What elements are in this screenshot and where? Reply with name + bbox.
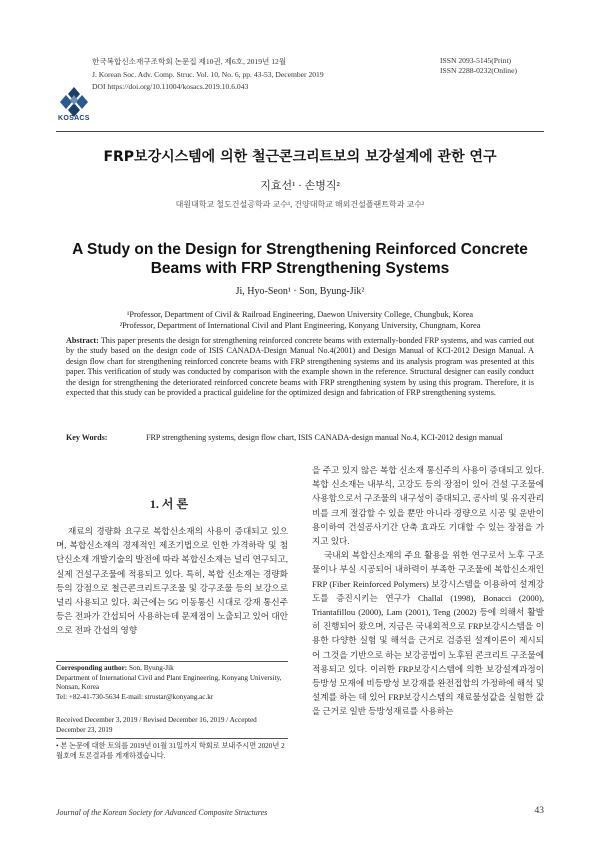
- affiliation-2: ²Professor, Department of International Civil and Plant Engineering, Konyang University, Chungnam, Korea: [119, 321, 481, 330]
- journal-header: [92, 56, 392, 94]
- intro-paragraph: 을 주고 있지 않은 복합 신소재 통신주의 사용이 증대되고 있다. 복합 신소재는 내부식, 고강도 등의 장점이 있어 건설 구조물에 사용함으로서 구조물의 내구성이 증대되고, 공사비 및 유지관리비를 크게 절감할 수 있을 뿐만 아니라 경량으로 시공 및 운반이 용이하여 건설공사기간 단축 효과도 기대할 수 있는 장점을 가지고 있다.: [312, 465, 544, 547]
- affiliation-1: ¹Professor, Department of Civil & Railroad Engineering, Daewon University College, Chungbuk, Korea: [126, 310, 474, 319]
- intro-paragraph: 재료의 경량화 요구로 복합신소재의 사용이 증대되고 있으며, 복합신소재의 경제적인 제조기법으로 인한 가격하락 및 첨단신소재 개발기술의 발전에 따라 복합신소재는 널리 연구되고, 실제 건설구조물에 적용되고 있다. 특히, 복합 신소재는 경량화 등의 강점으로 철근콘크리트구조물 및 강구조물 등의 보강으로 널리 사용되고 있다. 최근에는 5G 이동통신 시대로 강재 통신주 등은 전파가 간섭되어 사용하는데 문제점이 노출되고 있어 대안으로 전파 간섭의 영향: [56, 526, 288, 636]
- footnote-rule: [56, 738, 288, 739]
- intro-paragraph: 국내외 복합신소재의 주요 활용을 위한 연구로서 노후 구조물이나 부실 시공되어 내하력이 부족한 구조물에 복합신소재인 FRP (Fiber Reinforced Polymers) 보강시스템을 이용하여 설계강도를 증진시키는 연구가 Challal (1998), Bonacci (2000), Triantafillou (2000), Lam (2001), Teng (2002) 등에 의해서 활발히 진행되어 왔으며, 지금은 국내외적으로 FRP보강시스템을 이용한 다양한 실험 및 해석을 근거로 검증된 설계이론이 제시되어 그것을 기반으로 하는 보강공법이 노후된 콘크리트 구조물에 적용되고 있다. 이러한 FRP보강시스템에 의한 보강설계과정이 등방성 모재에 비등방성 보강재를 완전접합의 가정하에 해석 및 설계를 하는 데 있어 FRP보강시스템의 재료물성값을 실험한 값을 근거로 일반 등방성재료를 사용하는: [312, 550, 544, 717]
- abstract-label: Abstract:: [66, 336, 99, 345]
- logo-text: KOSACS: [58, 115, 90, 122]
- intro-left-column: [56, 524, 288, 638]
- issn-block: [440, 56, 590, 76]
- corresponding-author-dept: Department of International Civil and Plant Engineering, Konyang University, Nonsan, Korea: [56, 673, 282, 692]
- affiliations-korean: 대원대학교 철도건설공학과 교수¹, 건양대학교 해외건설플랜트학과 교수²: [175, 200, 425, 209]
- corresponding-author-contact: Tel: +82-41-730-5634 E-mail: strustar@konyang.ac.kr: [56, 692, 214, 701]
- received-dates: Received December 3, 2019 / Revised December 16, 2019 / Accepted December 23, 2019: [56, 716, 257, 734]
- abstract-text: This paper presents the design for strengthening reinforced concrete beams with externally-bonded FRP systems, and was carried out by the study based on the design code of ISIS CANADA-Design Manual No.4(2001) and Design Manual of KCI-2012 Design Manual. A design flow chart for strengthening reinforced concrete beams with FRP strengthening systems and its analysis program was presented at this paper. This verification of study was conducted by comparison with the example shown in the reference. Structural designer can easily conduct the design for strengthening the deteriorated reinforced concrete beams with FRP strengthening system by using this program. Therefore, it is expected that this study can be provided a practical guideline for the optimized design and fabrication of FRP strengthening systems.: [66, 336, 534, 398]
- keywords-text: FRP strengthening systems, design flow chart, ISIS CANADA-design manual No.4, KCI-2012 design manual: [146, 433, 503, 442]
- keywords-label: Key Words:: [66, 433, 108, 442]
- kosacs-logo-icon: [56, 86, 92, 118]
- corresponding-author-label: Corresponding author:: [56, 664, 128, 672]
- issn-print: ISSN 2093-5145(Print): [440, 56, 512, 65]
- doi-link[interactable]: DOI https://doi.org/10.11004/kosacs.2019.10.6.043: [92, 82, 249, 91]
- authors-english: Ji, Hyo-Seon¹ · Son, Byung-Jik²: [235, 286, 365, 297]
- corresponding-author-name: Son, Byung-Jik: [128, 664, 174, 672]
- section-title-introduction: 1. 서 론: [149, 497, 189, 511]
- intro-right-column: [312, 463, 544, 719]
- title-korean: FRP보강시스템에 의한 철근콘크리트보의 보강설계에 관한 연구: [103, 149, 497, 165]
- page-number: 43: [534, 806, 544, 816]
- corresponding-author-note: [56, 664, 288, 702]
- discussion-note: • 본 논문에 대한 토의를 2019년 01월 31일까지 학회로 보내주시면 2020년 2월호에 토론결과를 게재하겠습니다.: [56, 742, 285, 760]
- authors-korean: 지효선¹ · 손병직²: [260, 180, 340, 192]
- footnote-rule: [56, 661, 288, 662]
- header-rule: [56, 131, 544, 132]
- footer-journal: Journal of the Korean Society for Advanced Composite Structures: [56, 808, 268, 817]
- issn-online: ISSN 2288-0232(Online): [440, 66, 517, 75]
- journal-en: J. Korean Soc. Adv. Comp. Struc. Vol. 10, No. 6, pp. 43-53, December 2019: [92, 69, 324, 79]
- affiliations-english: [56, 309, 544, 331]
- abstract: [66, 336, 534, 398]
- journal-ko: 한국복합신소재구조학회 논문집 제10권, 제6호, 2019년 12월: [92, 57, 287, 66]
- title-english: A Study on the Design for Strengthening Reinforced Concrete Beams with FRP Strengthening Systems: [72, 241, 528, 277]
